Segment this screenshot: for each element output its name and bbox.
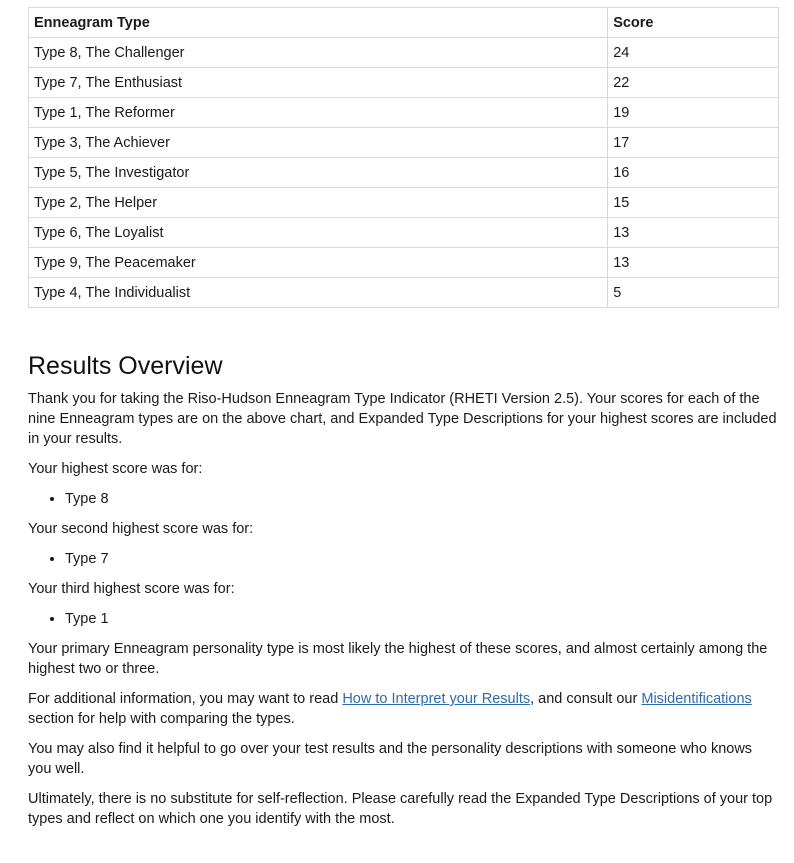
- misidentifications-link[interactable]: Misidentifications: [641, 691, 752, 707]
- table-row: [29, 68, 779, 98]
- results-overview-heading: Results Overview: [28, 352, 223, 380]
- list-item: • Type 7: [65, 549, 779, 569]
- results-page: [28, 7, 779, 829]
- score-cell: 22: [608, 68, 779, 98]
- score-cell: 13: [608, 248, 779, 278]
- highest-score-label: Your highest score was for:: [28, 461, 203, 477]
- additional-info-text: For additional information, you may want to read: [28, 691, 343, 707]
- scores-table: [28, 7, 779, 308]
- second-score-label: Your second highest score was for:: [28, 521, 254, 537]
- type-cell: Type 1, The Reformer: [29, 98, 608, 128]
- type-cell: Type 6, The Loyalist: [29, 218, 608, 248]
- type-cell: Type 2, The Helper: [29, 188, 608, 218]
- table-row: [29, 188, 779, 218]
- helpful-paragraph: You may also find it helpful to go over your test results and the personality descriptions with someone who knows you well.: [28, 741, 753, 777]
- table-row: [29, 128, 779, 158]
- score-cell: 16: [608, 158, 779, 188]
- table-row: [29, 278, 779, 308]
- additional-info-paragraph: [28, 689, 779, 729]
- third-score-label: Your third highest score was for:: [28, 581, 235, 597]
- table-row: [29, 98, 779, 128]
- score-cell: 24: [608, 38, 779, 68]
- column-header-type: Enneagram Type: [29, 8, 608, 38]
- table-row: [29, 158, 779, 188]
- primary-type-paragraph: Your primary Enneagram personality type is most likely the highest of these scores, and almost certainly among the highest two or three.: [28, 641, 768, 677]
- type-cell: Type 7, The Enthusiast: [29, 68, 608, 98]
- type-cell: Type 3, The Achiever: [29, 128, 608, 158]
- list-item: • Type 1: [65, 609, 779, 629]
- second-score-list: [28, 549, 779, 569]
- score-cell: 19: [608, 98, 779, 128]
- intro-paragraph: Thank you for taking the Riso-Hudson Enneagram Type Indicator (RHETI Version 2.5). Your scores for each of the nine Enneagram types are on the above chart, and Expanded Type Descriptions for your highest scores are included in your results.: [28, 391, 777, 447]
- list-item: • Type 8: [65, 489, 779, 509]
- column-header-score: Score: [608, 8, 779, 38]
- type-cell: Type 8, The Challenger: [29, 38, 608, 68]
- score-cell: 13: [608, 218, 779, 248]
- additional-info-text: section for help with comparing the types.: [28, 711, 295, 727]
- highest-score-list: [28, 489, 779, 509]
- table-row: [29, 248, 779, 278]
- type-cell: Type 5, The Investigator: [29, 158, 608, 188]
- self-reflection-paragraph: Ultimately, there is no substitute for self-reflection. Please carefully read the Expanded Type Descriptions of your top types and reflect on which one you identify with the most.: [28, 791, 773, 827]
- table-header-row: [29, 8, 779, 38]
- table-row: [29, 38, 779, 68]
- table-row: [29, 218, 779, 248]
- interpret-results-link[interactable]: How to Interpret your Results: [342, 691, 531, 707]
- type-cell: Type 4, The Individualist: [29, 278, 608, 308]
- score-cell: 17: [608, 128, 779, 158]
- score-cell: 15: [608, 188, 779, 218]
- score-cell: 5: [608, 278, 779, 308]
- additional-info-text: , and consult our: [530, 691, 642, 707]
- third-score-list: [28, 609, 779, 629]
- type-cell: Type 9, The Peacemaker: [29, 248, 608, 278]
